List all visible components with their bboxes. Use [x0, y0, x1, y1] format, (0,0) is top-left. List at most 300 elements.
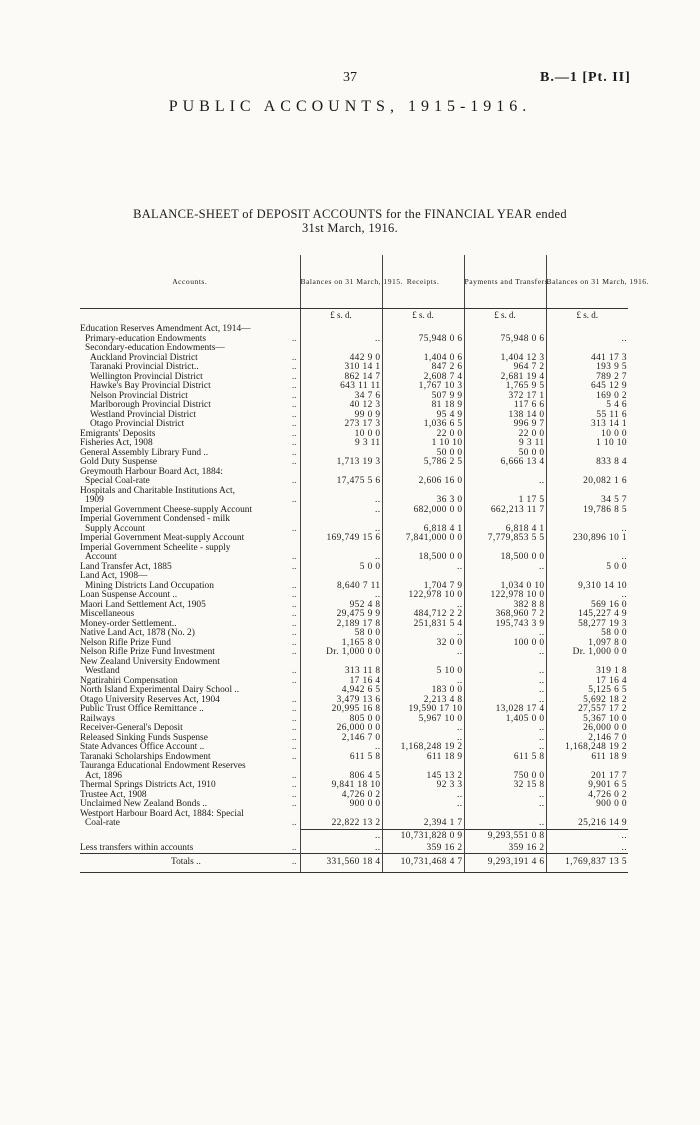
balance-1916-cell: 20,082 1 6: [546, 477, 628, 487]
payments-cell: ..: [464, 629, 546, 639]
payments-cell: 1,405 0 0: [464, 715, 546, 725]
leader-dots: ..: [291, 457, 297, 467]
leader-dots: ..: [291, 428, 297, 439]
receipts-cell: 32 0 0: [382, 639, 464, 649]
balance-1916-cell: ..: [546, 553, 628, 563]
receipts-cell: 10,731,828 0 9: [382, 829, 464, 844]
subtotal-row: [80, 829, 628, 844]
balance-1916-cell: ..: [546, 525, 628, 535]
account-name: [80, 844, 300, 854]
leader-dots: ..: [291, 419, 297, 429]
account-label: State Advances Office Account ..: [80, 742, 205, 752]
receipts-cell: 75,948 0 6: [382, 335, 464, 345]
balance-1916-cell: 833 8 4: [546, 458, 628, 468]
account-name: [80, 819, 300, 829]
payments-cell: 611 5 8: [464, 753, 546, 763]
table-row: [80, 819, 628, 829]
account-label: Special Coal-rate: [85, 476, 150, 486]
leader-dots: ..: [291, 390, 297, 401]
leader-dots: ..: [291, 333, 297, 344]
receipts-cell: 507 9 9: [382, 392, 464, 402]
payments-cell: ..: [464, 648, 546, 658]
payments-cell: [464, 658, 546, 668]
receipts-cell: 10,731,468 4 7: [382, 854, 464, 873]
balance-1915-cell: Dr. 1,000 0 0: [300, 648, 382, 658]
account-label: Unclaimed New Zealand Bonds ..: [80, 799, 208, 809]
payments-cell: 18,500 0 0: [464, 553, 546, 563]
balance-1916-cell: 10 0 0: [546, 430, 628, 440]
payments-cell: 372 17 1: [464, 392, 546, 402]
balance-1916-cell: [546, 544, 628, 554]
page-number: 37: [343, 70, 357, 85]
leader-dots: ..: [291, 371, 297, 382]
balance-1916-cell: 34 5 7: [546, 496, 628, 506]
table-row: [80, 430, 628, 440]
balance-1915-cell: 2,146 7 0: [300, 734, 382, 744]
payments-cell: 32 15 8: [464, 781, 546, 791]
payments-cell: 9 3 11: [464, 439, 546, 449]
balance-1916-cell: 55 11 6: [546, 411, 628, 421]
payments-cell: ..: [464, 477, 546, 487]
balance-1915-cell: 40 12 3: [300, 401, 382, 411]
leader-dots: ..: [291, 609, 297, 619]
balance-1916-cell: 1 10 10: [546, 439, 628, 449]
balance-1915-cell: 313 11 8: [300, 667, 382, 677]
receipts-cell: 251,831 5 4: [382, 620, 464, 630]
balance-1915-cell: 8,640 7 11: [300, 582, 382, 592]
balance-1915-cell: 20,995 16 8: [300, 705, 382, 715]
table-row: [80, 544, 628, 554]
account-label: Gold Duty Suspense: [80, 457, 158, 467]
balance-1915-cell: 442 9 0: [300, 354, 382, 364]
balance-1916-cell: 441 17 3: [546, 354, 628, 364]
balance-1916-cell: 1,168,248 19 2: [546, 743, 628, 753]
payments-cell: 1 17 5: [464, 496, 546, 506]
account-label: Imperial Government Scheelite - supply: [80, 542, 231, 553]
balance-1915-cell: ..: [300, 743, 382, 753]
balance-1916-cell: 58 0 0: [546, 629, 628, 639]
receipts-cell: 2,608 7 4: [382, 373, 464, 383]
leader-dots: ..: [291, 618, 297, 629]
balance-1915-cell: ..: [300, 829, 382, 844]
balance-1915-cell: 273 17 3: [300, 420, 382, 430]
receipts-cell: 484,712 2 2: [382, 610, 464, 620]
receipts-cell: 5,967 10 0: [382, 715, 464, 725]
payments-cell: ..: [464, 734, 546, 744]
table-row: [80, 487, 628, 497]
balance-1915-cell: 331,560 18 4: [300, 854, 382, 873]
balance-1916-cell: 193 9 5: [546, 363, 628, 373]
sheet-title-line1: BALANCE-SHEET of DEPOSIT ACCOUNTS for the FINANCIAL YEAR ended: [133, 207, 567, 221]
payments-cell: 195,743 3 9: [464, 620, 546, 630]
leader-dots: ..: [291, 723, 297, 733]
balance-1916-cell: 145,227 4 9: [546, 610, 628, 620]
account-label: Emigrants' Deposits: [80, 428, 156, 439]
col-header-payments: Payments and Transfers.: [464, 255, 546, 309]
table-row: [80, 563, 628, 573]
balance-1916-cell: 169 0 2: [546, 392, 628, 402]
col-header-balance-open: Balances on 31 March, 1915.: [300, 255, 382, 309]
leader-dots: ..: [291, 675, 297, 686]
receipts-cell: 6,818 4 1: [382, 525, 464, 535]
balance-1916-cell: 5,367 10 0: [546, 715, 628, 725]
balance-1915-cell: [300, 544, 382, 554]
leader-dots: ..: [291, 780, 297, 790]
receipts-cell: 682,000 0 0: [382, 506, 464, 516]
receipts-cell: ..: [382, 734, 464, 744]
receipts-cell: ..: [382, 563, 464, 573]
receipts-cell: 95 4 9: [382, 411, 464, 421]
leader-dots: ..: [291, 704, 297, 714]
receipts-cell: 1,404 0 6: [382, 354, 464, 364]
account-label: Money-order Settlement..: [80, 618, 177, 629]
receipts-cell: ..: [382, 648, 464, 658]
payments-cell: 6,818 4 1: [464, 525, 546, 535]
balance-1916-cell: 645 12 9: [546, 382, 628, 392]
leader-dots: ..: [291, 818, 297, 828]
account-label: Primary-education Endowments: [85, 333, 207, 344]
payments-cell: 368,960 7 2: [464, 610, 546, 620]
receipts-cell: ..: [382, 724, 464, 734]
payments-cell: 1,765 9 5: [464, 382, 546, 392]
balance-1915-cell: 22,822 13 2: [300, 819, 382, 829]
account-label: Account: [85, 552, 117, 562]
account-label: Taranaki Provincial District..: [90, 362, 199, 372]
payments-cell: 662,213 11 7: [464, 506, 546, 516]
payments-cell: ..: [464, 724, 546, 734]
account-label: Hawke's Bay Provincial District: [90, 381, 211, 391]
payments-cell: 964 7 2: [464, 363, 546, 373]
balance-1915-cell: 17,475 5 6: [300, 477, 382, 487]
account-label: Westland: [85, 666, 120, 676]
account-label: Miscellaneous: [80, 609, 135, 619]
balance-1915-cell: 9 3 11: [300, 439, 382, 449]
units-label: £ s. d.: [546, 309, 628, 326]
account-label: Greymouth Harbour Board Act, 1884:: [80, 466, 223, 477]
balance-1915-cell: 1,713 19 3: [300, 458, 382, 468]
receipts-cell: 359 16 2: [382, 844, 464, 854]
balance-1915-cell: ..: [300, 591, 382, 601]
account-label: Westport Harbour Board Act, 1884: Special: [80, 808, 244, 819]
payments-cell: 1,404 12 3: [464, 354, 546, 364]
col-header-receipts: Receipts.: [382, 255, 464, 309]
account-label: General Assembly Library Fund ..: [80, 447, 209, 458]
receipts-cell: 92 3 3: [382, 781, 464, 791]
account-label: Auckland Provincial District: [90, 352, 198, 363]
balance-1915-cell: 58 0 0: [300, 629, 382, 639]
balance-1915-cell: 29,475 9 9: [300, 610, 382, 620]
account-label: Act, 1896: [85, 770, 122, 781]
payments-cell: 9,293,551 0 8: [464, 829, 546, 844]
payments-cell: 22 0 0: [464, 430, 546, 440]
balance-1915-cell: ..: [300, 496, 382, 506]
account-label: Land Act, 1908—: [80, 571, 148, 581]
balance-1916-cell: 5 0 0: [546, 563, 628, 573]
account-label: 1909: [85, 495, 104, 505]
balance-1915-cell: [300, 325, 382, 335]
receipts-cell: 5 10 0: [382, 667, 464, 677]
payments-cell: ..: [464, 800, 546, 810]
account-label: Hospitals and Charitable Institutions Act,: [80, 485, 235, 496]
payments-cell: 9,293,191 4 6: [464, 854, 546, 873]
totals-row: [80, 854, 628, 873]
account-label: Secondary-education Endowments—: [85, 343, 225, 353]
receipts-cell: 2,394 1 7: [382, 819, 464, 829]
account-label: Public Trust Office Remittance ..: [80, 704, 204, 714]
receipts-cell: ..: [382, 791, 464, 801]
balance-1915-cell: 5 0 0: [300, 563, 382, 573]
transfers-row: [80, 844, 628, 854]
balance-1916-cell: 4,726 0 2: [546, 791, 628, 801]
account-label: Education Reserves Amendment Act, 1914—: [80, 324, 251, 334]
account-label: Otago University Reserves Act, 1904: [80, 694, 220, 705]
receipts-cell: 847 2 6: [382, 363, 464, 373]
leader-dots: ..: [291, 628, 297, 638]
payments-cell: 117 6 6: [464, 401, 546, 411]
receipts-cell: ..: [382, 677, 464, 687]
account-name: [80, 487, 300, 497]
receipts-cell: 1,767 10 3: [382, 382, 464, 392]
receipts-cell: 1,036 6 5: [382, 420, 464, 430]
balance-1916-cell: 319 1 8: [546, 667, 628, 677]
page-header: [0, 70, 700, 86]
col-header-balance-close: Balances on 31 March, 1916.: [546, 255, 628, 309]
payments-cell: 359 16 2: [464, 844, 546, 854]
payments-cell: 7,779,853 5 5: [464, 534, 546, 544]
account-label: Loan Suspense Account ..: [80, 590, 178, 600]
leader-dots: ..: [291, 666, 297, 676]
leader-dots: ..: [291, 789, 297, 800]
payments-cell: 138 14 0: [464, 411, 546, 421]
account-name: [80, 829, 300, 844]
payments-cell: 750 0 0: [464, 772, 546, 782]
receipts-cell: 50 0 0: [382, 449, 464, 459]
balance-1916-cell: 569 16 0: [546, 601, 628, 611]
leader-dots: ..: [291, 352, 297, 363]
leader-dots: ..: [291, 409, 297, 420]
account-label: Taranaki Scholarships Endowment: [80, 751, 211, 762]
payments-cell: ..: [464, 743, 546, 753]
payments-cell: ..: [464, 686, 546, 696]
balance-1915-cell: 611 5 8: [300, 753, 382, 763]
balance-1915-cell: ..: [300, 844, 382, 854]
receipts-cell: 1,704 7 9: [382, 582, 464, 592]
leader-dots: ..: [291, 590, 297, 600]
balance-1916-cell: ..: [546, 335, 628, 345]
balance-1915-cell: 862 14 7: [300, 373, 382, 383]
units-label: £ s. d.: [300, 309, 382, 326]
leader-dots: ..: [291, 694, 297, 705]
account-label: Native Land Act, 1878 (No. 2): [80, 628, 195, 638]
balance-1915-cell: 9,841 18 10: [300, 781, 382, 791]
account-label: Trustee Act, 1908: [80, 789, 147, 800]
balance-1916-cell: 5,692 18 2: [546, 696, 628, 706]
account-label: Maori Land Settlement Act, 1905: [80, 599, 206, 610]
balance-1915-cell: 806 4 5: [300, 772, 382, 782]
receipts-cell: 145 13 2: [382, 772, 464, 782]
balance-1916-cell: 58,277 19 3: [546, 620, 628, 630]
leader-dots: ..: [291, 770, 297, 781]
account-label: Otago Provincial District: [90, 419, 185, 429]
receipts-cell: 36 3 0: [382, 496, 464, 506]
account-label: Land Transfer Act, 1885: [80, 561, 172, 572]
account-label: Marlborough Provincial District: [90, 400, 211, 410]
account-label: Released Sinking Funds Suspense: [80, 732, 208, 743]
balance-1915-cell: 4,726 0 2: [300, 791, 382, 801]
balance-1915-cell: ..: [300, 335, 382, 345]
account-label: New Zealand University Endowment: [80, 656, 220, 667]
balance-1916-cell: 611 18 9: [546, 753, 628, 763]
account-label: Imperial Government Condensed - milk: [80, 514, 230, 524]
leader-dots: ..: [291, 637, 297, 648]
payments-cell: [464, 810, 546, 820]
balance-1916-cell: 9,310 14 10: [546, 582, 628, 592]
account-label: Westland Provincial District: [90, 409, 196, 420]
account-name: [80, 854, 300, 873]
units-label: £ s. d.: [464, 309, 546, 326]
receipts-cell: 19,590 17 10: [382, 705, 464, 715]
account-label: Imperial Government Cheese-supply Account: [80, 504, 253, 515]
leader-dots: ..: [291, 495, 297, 505]
leader-dots: ..: [291, 561, 297, 572]
leader-dots: ..: [291, 599, 297, 610]
receipts-cell: ..: [382, 800, 464, 810]
sheet-title: [90, 207, 610, 235]
balance-1916-cell: 1,097 8 0: [546, 639, 628, 649]
balance-1915-cell: 900 0 0: [300, 800, 382, 810]
receipts-cell: 22 0 0: [382, 430, 464, 440]
receipts-cell: 7,841,000 0 0: [382, 534, 464, 544]
leader-dots: ..: [291, 751, 297, 762]
account-label: Nelson Provincial District: [90, 390, 188, 401]
payments-cell: ..: [464, 667, 546, 677]
balance-1915-cell: 310 14 1: [300, 363, 382, 373]
receipts-cell: 183 0 0: [382, 686, 464, 696]
leader-dots: ..: [291, 742, 297, 752]
balance-1916-cell: [546, 325, 628, 335]
balance-1915-cell: 3,479 13 6: [300, 696, 382, 706]
receipts-cell: 2,606 16 0: [382, 477, 464, 487]
payments-cell: 382 8 8: [464, 601, 546, 611]
leader-dots: ..: [291, 647, 297, 657]
sheet-title-line2: 31st March, 1916.: [301, 221, 399, 235]
balance-1916-cell: 5 4 6: [546, 401, 628, 411]
table-body: [80, 325, 628, 873]
receipts-cell: 122,978 10 0: [382, 591, 464, 601]
payments-cell: [464, 468, 546, 478]
account-label: Totals ..: [171, 857, 201, 868]
balance-1915-cell: ..: [300, 525, 382, 535]
units-row: [80, 309, 628, 326]
balance-1915-cell: 805 0 0: [300, 715, 382, 725]
account-label: North Island Experimental Dairy School ..: [80, 685, 240, 695]
receipts-cell: 611 18 9: [382, 753, 464, 763]
receipts-cell: 1 10 10: [382, 439, 464, 449]
account-label: Railways: [80, 713, 115, 724]
balance-1915-cell: ..: [300, 553, 382, 563]
leader-dots: ..: [291, 362, 297, 372]
payments-cell: ..: [464, 677, 546, 687]
account-label: Less transfers within accounts: [80, 842, 194, 853]
leader-dots: ..: [291, 476, 297, 486]
balance-1916-cell: 230,896 10 1: [546, 534, 628, 544]
leader-dots: ..: [291, 447, 297, 458]
payments-cell: 122,978 10 0: [464, 591, 546, 601]
receipts-cell: 2,213 4 8: [382, 696, 464, 706]
balance-1916-cell: ..: [546, 591, 628, 601]
account-label: Nelson Rifle Prize Fund Investment: [80, 647, 215, 657]
payments-cell: ..: [464, 696, 546, 706]
balance-1915-cell: 169,749 15 6: [300, 534, 382, 544]
balance-1916-cell: 1,769,837 13 5: [546, 854, 628, 873]
balance-1915-cell: 1,165 8 0: [300, 639, 382, 649]
leader-dots: ..: [291, 438, 297, 448]
account-label: Imperial Government Meat-supply Account: [80, 533, 245, 543]
account-label: Ngatirahiri Compensation: [80, 675, 178, 686]
balance-1916-cell: 25,216 14 9: [546, 819, 628, 829]
payments-cell: ..: [464, 819, 546, 829]
payments-cell: 996 9 7: [464, 420, 546, 430]
table-row: [80, 515, 628, 525]
balance-1916-cell: 900 0 0: [546, 800, 628, 810]
account-label: Fisheries Act, 1908: [80, 438, 153, 448]
table-header-row: [80, 255, 628, 309]
table-row: [80, 420, 628, 430]
balance-1916-cell: 19,786 8 5: [546, 506, 628, 516]
leader-dots: ..: [291, 732, 297, 743]
receipts-cell: 18,500 0 0: [382, 553, 464, 563]
balance-1916-cell: 9,901 6 5: [546, 781, 628, 791]
balance-1915-cell: 4,942 6 5: [300, 686, 382, 696]
receipts-cell: ..: [382, 601, 464, 611]
payments-cell: ..: [464, 563, 546, 573]
balance-sheet-table: [80, 255, 649, 873]
payments-cell: 13,028 17 4: [464, 705, 546, 715]
balance-1915-cell: 952 4 8: [300, 601, 382, 611]
balance-1916-cell: 17 16 4: [546, 677, 628, 687]
receipts-cell: 81 18 9: [382, 401, 464, 411]
balance-1916-cell: 5,125 6 5: [546, 686, 628, 696]
balance-1916-cell: 26,000 0 0: [546, 724, 628, 734]
balance-1915-cell: ..: [300, 506, 382, 516]
account-label: Tauranga Educational Endowment Reserves: [80, 761, 246, 771]
payments-cell: 2,681 19 4: [464, 373, 546, 383]
balance-1915-cell: [300, 515, 382, 525]
account-label: Thermal Springs Districts Act, 1910: [80, 780, 216, 790]
col-header-accounts: Accounts.: [80, 255, 300, 309]
balance-1915-cell: 10 0 0: [300, 430, 382, 440]
leader-dots: ..: [291, 552, 297, 562]
payments-cell: 6,666 13 4: [464, 458, 546, 468]
leader-dots: ..: [291, 713, 297, 724]
balance-1916-cell: 789 2 7: [546, 373, 628, 383]
account-label: Supply Account: [85, 523, 146, 534]
leader-dots: ..: [291, 381, 297, 391]
payments-cell: 75,948 0 6: [464, 335, 546, 345]
account-label: Coal-rate: [85, 818, 120, 828]
balance-1915-cell: 34 7 6: [300, 392, 382, 402]
balance-1916-cell: 2,146 7 0: [546, 734, 628, 744]
balance-1915-cell: 17 16 4: [300, 677, 382, 687]
leader-dots: ..: [291, 523, 297, 534]
leader-dots: ..: [291, 799, 297, 809]
balance-1916-cell: 201 17 7: [546, 772, 628, 782]
receipts-cell: 5,786 2 5: [382, 458, 464, 468]
receipts-cell: 1,168,248 19 2: [382, 743, 464, 753]
balance-1915-cell: 26,000 0 0: [300, 724, 382, 734]
balance-1915-cell: [300, 487, 382, 497]
leader-dots: ..: [291, 400, 297, 410]
